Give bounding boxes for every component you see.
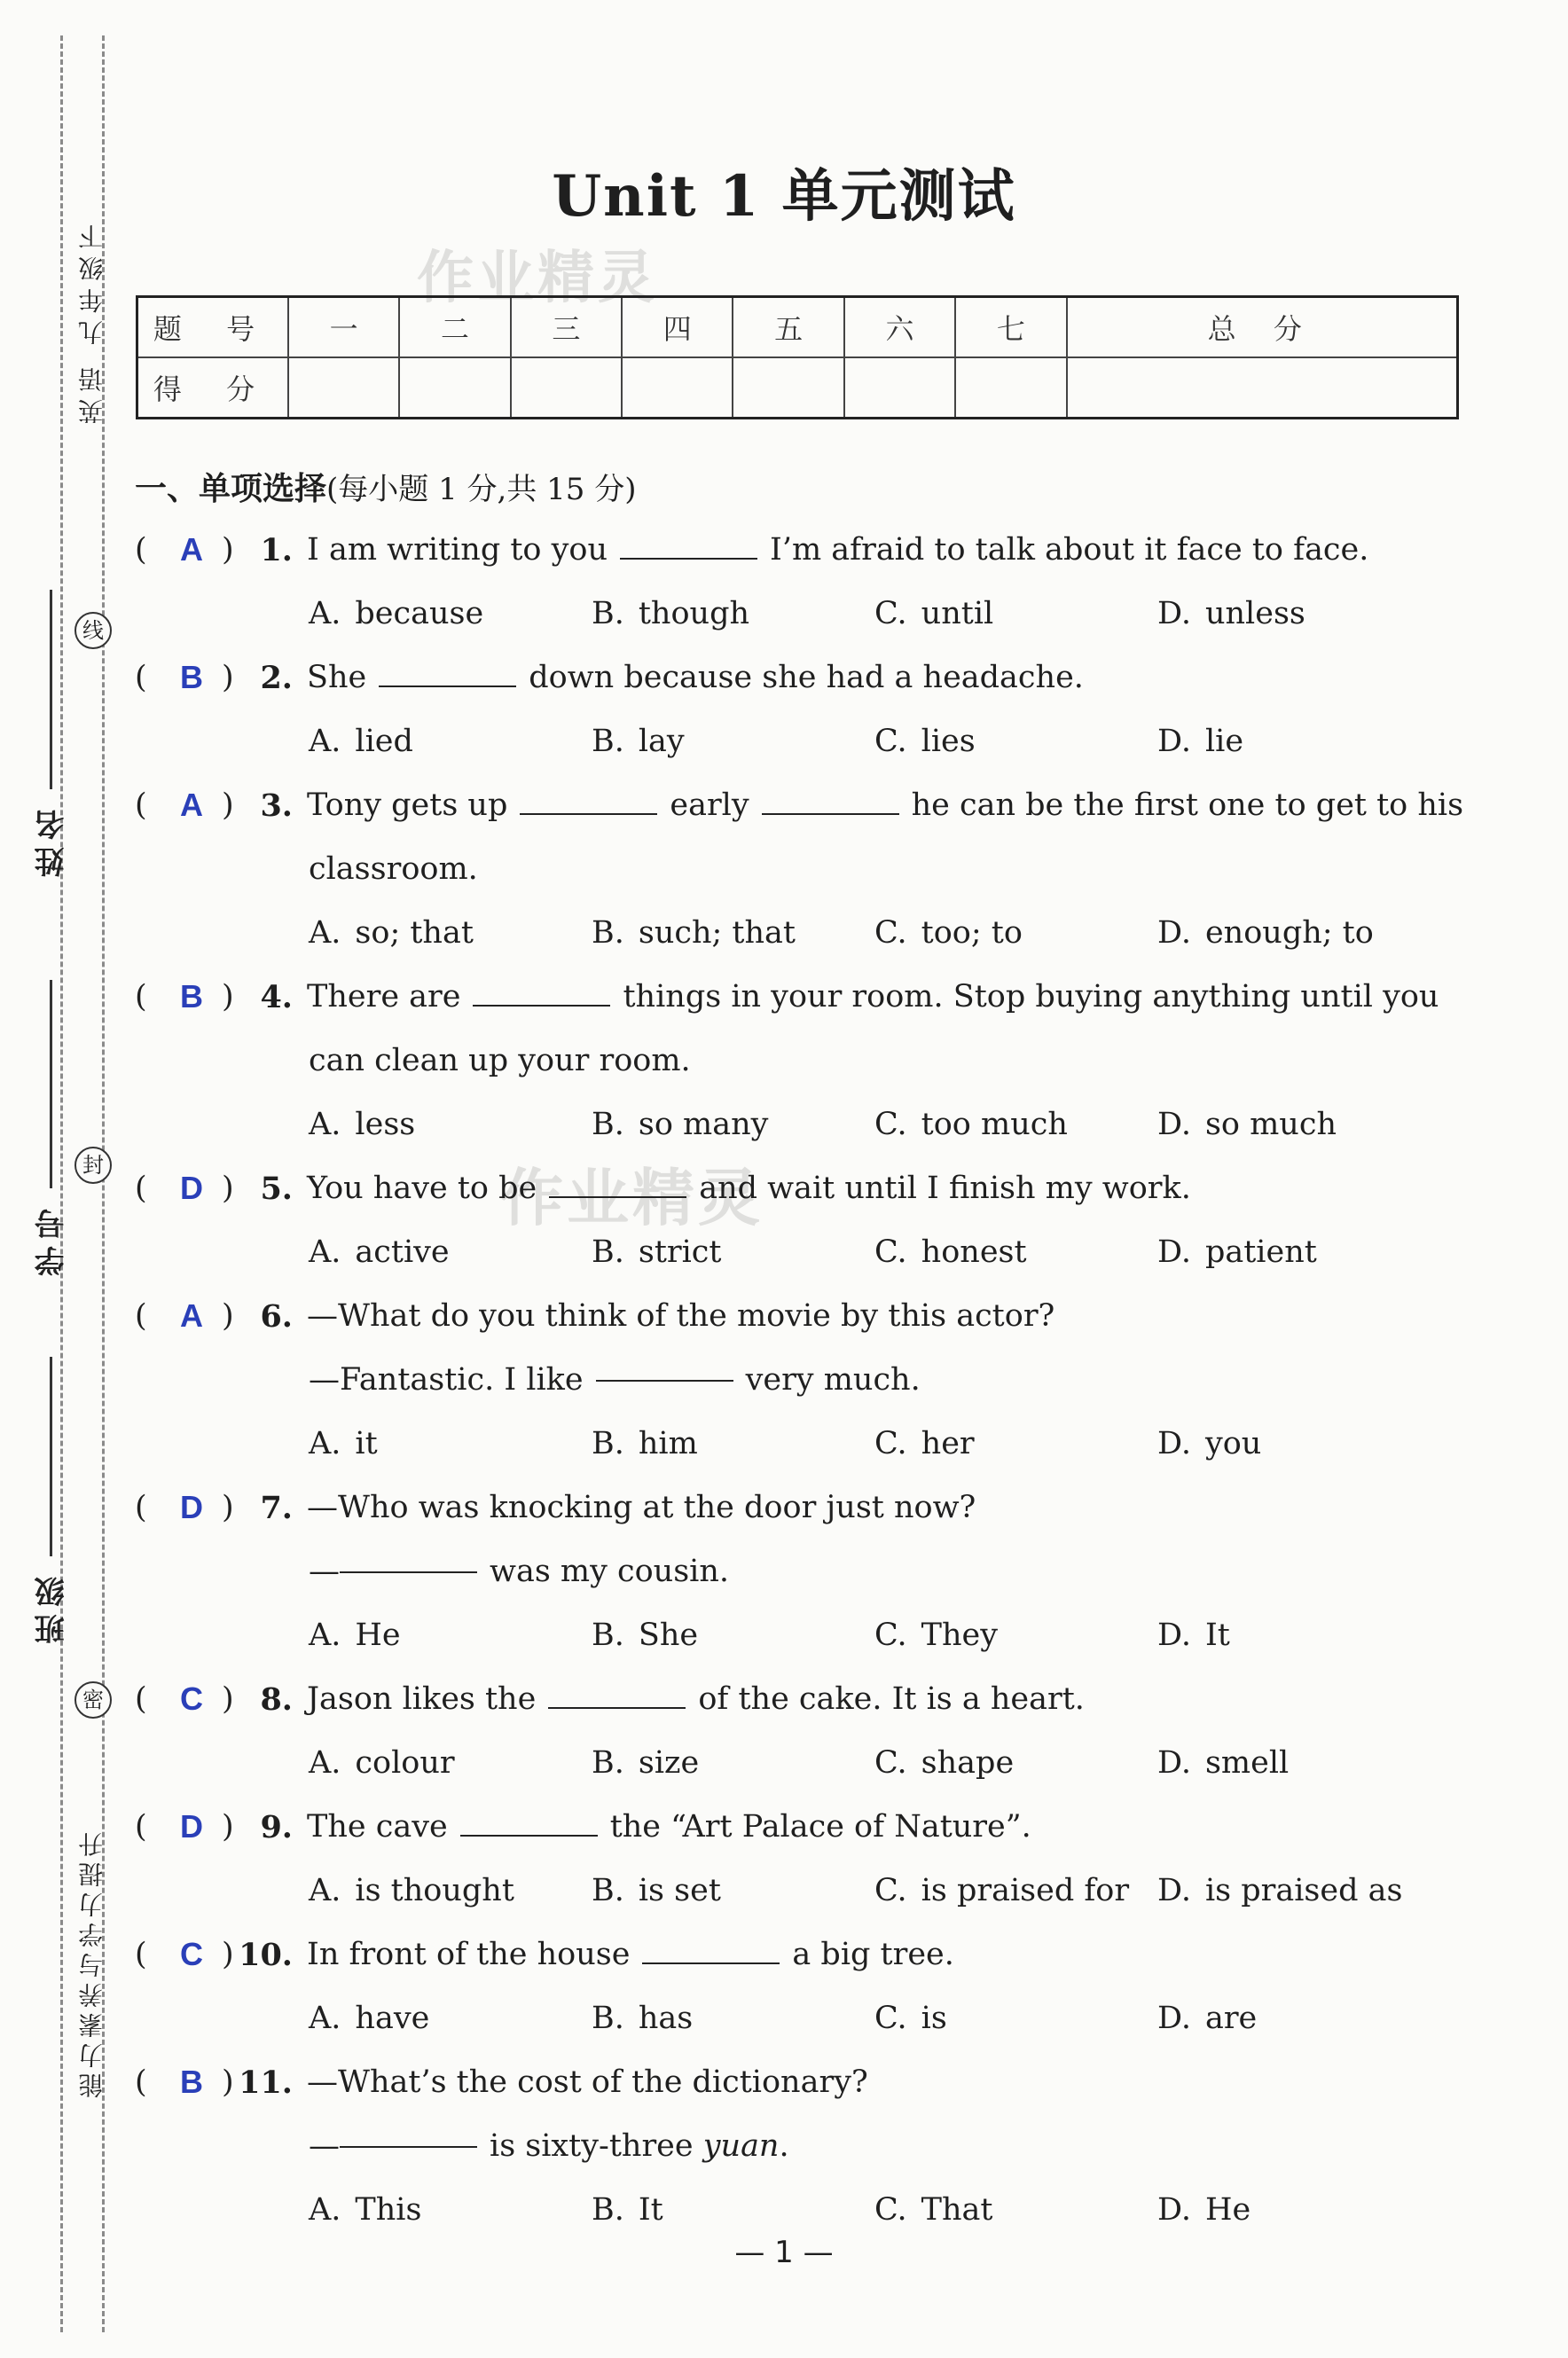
option-d[interactable]: D. enough; to [1157, 915, 1374, 951]
seal-mark: 封 [74, 1147, 112, 1184]
options-row [135, 1093, 1465, 1156]
score-cell[interactable] [844, 357, 955, 419]
question-stem: I am writing to you I’m afraid to talk about it face to face. [307, 532, 1369, 568]
option-b[interactable]: B. has [592, 2001, 694, 2036]
line-mark: 线 [74, 612, 112, 649]
option-c[interactable]: C. They [874, 1618, 999, 1653]
question-5: ( D ) 5. You have to be and wait until I finish my work. A. active B. strict C. honest D. patient [135, 1156, 1465, 1284]
question-stem-continued: —Fantastic. I like very much. [309, 1362, 921, 1398]
question-stem-continued: can clean up your room. [309, 1043, 691, 1078]
option-a[interactable]: A. lied [309, 724, 413, 759]
question-9: ( D ) 9. The cave the “Art Palace of Nature”. A. is thought B. is set C. is praised for D. is praised as [135, 1795, 1465, 1923]
score-cell[interactable] [511, 357, 622, 419]
watermark: 作业精灵 [501, 1162, 764, 1234]
question-stem: The cave the “Art Palace of Nature”. [307, 1809, 1031, 1845]
option-b[interactable]: B. so many [592, 1107, 769, 1142]
section-heading [135, 464, 636, 509]
option-b[interactable]: B. him [592, 1426, 698, 1461]
option-d[interactable]: D. so much [1157, 1107, 1337, 1142]
answer-1[interactable]: A [180, 531, 203, 568]
option-d[interactable]: D. is praised as [1157, 1873, 1403, 1908]
answer-2[interactable]: B [180, 659, 203, 695]
answer-7[interactable]: D [180, 1489, 203, 1525]
score-table [136, 295, 1459, 419]
options-row [135, 709, 1465, 773]
score-cell[interactable] [733, 357, 843, 419]
options-row [135, 1412, 1465, 1476]
option-b[interactable]: B. size [592, 1745, 700, 1781]
option-d[interactable]: D. He [1157, 2192, 1251, 2228]
question-2: ( B ) 2. She down because she had a headache. A. lied B. lay C. lies D. lie [135, 646, 1465, 773]
options-row [135, 1603, 1465, 1667]
option-a[interactable]: A. is thought [309, 1873, 514, 1908]
answer-blank [620, 557, 757, 560]
question-10: ( C ) 10. In front of the house a big tree. A. have B. has C. is D. are [135, 1923, 1465, 2050]
answer-8[interactable]: C [180, 1680, 203, 1717]
option-d[interactable]: D. smell [1157, 1745, 1290, 1781]
question-number: 5. [260, 1170, 293, 1207]
option-b[interactable]: B. lay [592, 724, 685, 759]
question-stem-continued: — was my cousin. [309, 1554, 730, 1589]
option-a[interactable]: A. active [309, 1234, 450, 1270]
option-c[interactable]: C. until [874, 596, 994, 631]
question-stem: Jason likes the of the cake. It is a heart. [307, 1681, 1085, 1717]
answer-blank [548, 1706, 686, 1709]
option-d[interactable]: D. are [1157, 2001, 1258, 2036]
question-11: ( B ) 11. —What’s the cost of the dictionary? — is sixty-three yuan . A. This B. It C. That D. He [135, 2050, 1465, 2242]
option-d[interactable]: D. patient [1157, 1234, 1317, 1270]
question-number: 2. [260, 659, 293, 696]
score-table-header-row [137, 297, 1458, 358]
question-number: 11. [239, 2064, 293, 2101]
question-number: 10. [239, 1936, 293, 1973]
class-label: 班级 [35, 1570, 70, 1644]
answer-blank [642, 1962, 780, 1964]
name-label: 姓名 [35, 803, 70, 877]
options-row [135, 1986, 1465, 2050]
question-3: ( A ) 3. Tony gets up early he can be the first one to get to his classroom. A. so; that B. such; that C. too; to D. enough; to [135, 773, 1465, 965]
option-d[interactable]: D. It [1157, 1618, 1230, 1653]
option-c[interactable]: C. is [874, 2001, 947, 2036]
score-col-1: 一 [288, 297, 399, 358]
answer-blank [340, 1571, 477, 1573]
score-row-header: 得 分 [137, 357, 289, 419]
question-number: 9. [260, 1808, 293, 1845]
option-d[interactable]: D. you [1157, 1426, 1262, 1461]
question-4: ( B ) 4. There are things in your room. Stop buying anything until you can clean up your room. A. less B. so many C. too much D. so much [135, 965, 1465, 1156]
option-b[interactable]: B. strict [592, 1234, 722, 1270]
options-row [135, 2178, 1465, 2242]
score-col-3: 三 [511, 297, 622, 358]
option-a[interactable]: A. This [309, 2192, 422, 2228]
question-list [135, 518, 1465, 2242]
options-row [135, 1859, 1465, 1923]
question-stem: —What do you think of the movie by this actor? [307, 1298, 1055, 1334]
option-c[interactable]: C. too; to [874, 915, 1023, 951]
question-1: ( A ) 1. I am writing to you I’m afraid to talk about it face to face. A. because B. though C. until D. unless [135, 518, 1465, 646]
question-stem: She down because she had a headache. [307, 660, 1084, 695]
score-cell[interactable] [955, 357, 1066, 419]
options-row [135, 901, 1465, 965]
question-stem-continued: — is sixty-three yuan . [309, 2128, 789, 2164]
total-score-header: 总 分 [1067, 297, 1458, 358]
option-a[interactable]: A. He [309, 1618, 401, 1653]
answer-blank [379, 685, 516, 687]
score-table-score-row [137, 357, 1458, 419]
name-line [50, 590, 52, 789]
answer-10[interactable]: C [180, 1936, 203, 1972]
page-title: Unit 1 单元测试 [552, 163, 1016, 230]
option-c[interactable]: C. That [874, 2192, 993, 2228]
option-c[interactable]: C. too much [874, 1107, 1068, 1142]
total-score-cell[interactable] [1067, 357, 1458, 419]
option-d[interactable]: D. unless [1157, 596, 1305, 631]
answer-9[interactable]: D [180, 1808, 203, 1845]
options-row [135, 582, 1465, 646]
question-number: 8. [260, 1680, 293, 1718]
question-stem-continued: classroom. [309, 851, 478, 887]
answer-3[interactable]: A [180, 787, 203, 823]
option-c[interactable]: C. is praised for [874, 1873, 1130, 1908]
options-row [135, 1731, 1465, 1795]
option-a[interactable]: A. because [309, 596, 484, 631]
question-number: 6. [260, 1297, 293, 1335]
score-cell[interactable] [399, 357, 510, 419]
option-a[interactable]: A. it [309, 1426, 378, 1461]
option-b[interactable]: B. is set [592, 1873, 721, 1908]
option-b[interactable]: B. It [592, 2192, 663, 2228]
section-note: (每小题 1 分,共 15 分) [326, 472, 637, 507]
question-number: 3. [260, 787, 293, 824]
page-number: — 1 — [734, 2235, 834, 2270]
series-name-label: 能力素养与学力提升 [77, 1827, 106, 2098]
question-stem: You have to be and wait until I finish my work. [307, 1171, 1191, 1206]
answer-blank [596, 1379, 733, 1382]
id-line [50, 980, 52, 1188]
option-d[interactable]: D. lie [1157, 724, 1244, 759]
answer-blank [473, 1004, 610, 1007]
score-col-6: 六 [844, 297, 955, 358]
question-number: 7. [260, 1489, 293, 1526]
question-number: 1. [260, 531, 293, 568]
class-line [50, 1357, 52, 1556]
option-a[interactable]: A. colour [309, 1745, 455, 1781]
answer-blank [762, 812, 899, 815]
id-label: 学号 [35, 1202, 70, 1276]
section-title: 一、单项选择 [135, 471, 327, 507]
option-b[interactable]: B. though [592, 596, 750, 631]
secret-mark: 密 [74, 1681, 112, 1719]
option-b[interactable]: B. such; that [592, 915, 796, 951]
option-c[interactable]: C. honest [874, 1234, 1027, 1270]
option-a[interactable]: A. have [309, 2001, 430, 2036]
question-stem: —Who was knocking at the door just now? [307, 1490, 976, 1525]
answer-blank [340, 2145, 477, 2148]
question-stem: Tony gets up early he can be the first one to get to his [307, 787, 1464, 823]
question-stem: In front of the house a big tree. [307, 1937, 954, 1972]
option-c[interactable]: C. shape [874, 1745, 1015, 1781]
subject-grade-label: 英语 九年级下 [77, 217, 106, 424]
answer-4[interactable]: B [180, 978, 203, 1014]
question-stem: —What’s the cost of the dictionary? [307, 2064, 868, 2100]
question-6: ( A ) 6. —What do you think of the movie by this actor? —Fantastic. I like very much. A. it B. him C. her D. you [135, 1284, 1465, 1476]
option-c[interactable]: C. her [874, 1426, 975, 1461]
score-cell[interactable] [288, 357, 399, 419]
score-col-4: 四 [622, 297, 733, 358]
score-col-2: 二 [399, 297, 510, 358]
answer-blank [460, 1834, 598, 1837]
option-b[interactable]: B. She [592, 1618, 699, 1653]
question-number-header: 题 号 [137, 297, 289, 358]
score-cell[interactable] [622, 357, 733, 419]
options-row [135, 1220, 1465, 1284]
answer-blank [520, 812, 657, 815]
option-c[interactable]: C. lies [874, 724, 976, 759]
question-number: 4. [260, 978, 293, 1015]
score-col-7: 七 [955, 297, 1066, 358]
option-a[interactable]: A. less [309, 1107, 416, 1142]
watermark: 作业精灵 [417, 246, 658, 311]
question-8: ( C ) 8. Jason likes the of the cake. It is a heart. A. colour B. size C. shape D. smell [135, 1667, 1465, 1795]
answer-11[interactable]: B [180, 2064, 203, 2100]
answer-blank [549, 1195, 686, 1198]
answer-5[interactable]: D [180, 1170, 203, 1206]
question-7: ( D ) 7. —Who was knocking at the door just now? — was my cousin. A. He B. She C. They D. It [135, 1476, 1465, 1667]
option-a[interactable]: A. so; that [309, 915, 474, 951]
binding-dashed-line-outer [60, 35, 63, 2332]
answer-6[interactable]: A [180, 1297, 203, 1334]
score-col-5: 五 [733, 297, 843, 358]
question-stem: There are things in your room. Stop buying anything until you [307, 979, 1439, 1014]
